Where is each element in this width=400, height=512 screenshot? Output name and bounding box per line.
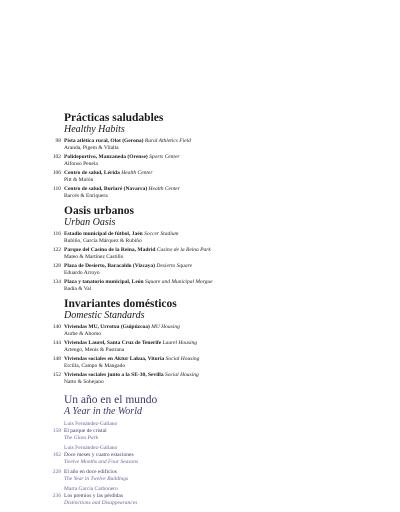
entry-authors: Alfonso Penela — [64, 161, 98, 167]
toc-entry[interactable] — [52, 340, 384, 354]
entry-authors: Mateo & Martínez Castillo — [64, 254, 124, 260]
entry-title: Centro de salud, Lérida — [64, 170, 120, 176]
entry-english: Social Housing — [165, 356, 200, 362]
toc-entry[interactable] — [55, 138, 384, 152]
toc-entry[interactable] — [52, 445, 384, 466]
entry-english: Distinctions and Disappearances — [64, 500, 138, 506]
page-number: 152 — [52, 372, 61, 378]
page-number: 116 — [52, 231, 61, 237]
toc-entry[interactable] — [52, 356, 384, 370]
toc-entry[interactable] — [52, 231, 384, 245]
page-number: 236 — [52, 493, 61, 499]
entry-english: Sports Center — [149, 154, 180, 160]
entry-author: Luis Fernández-Galiano — [64, 421, 118, 427]
entry-english: Desierto Square — [156, 263, 193, 269]
page-number: 162 — [52, 452, 61, 458]
entry-author: Marta García Carbonero — [64, 486, 118, 492]
section-urban-oasis — [52, 205, 384, 293]
entry-english: Square and Municipal Morgue — [144, 279, 213, 285]
entry-author: Luis Fernández-Galiano — [64, 445, 118, 451]
entry-title: Plaza de Desierto, Baracaldo (Vizcaya) — [64, 263, 155, 269]
entry-title: Centro de salud, Burlaré (Navarra) — [64, 186, 148, 192]
entry-authors: Artengo, Menis & Pastrana — [64, 347, 125, 353]
entry-authors: Barcés & Enriquera — [64, 193, 108, 199]
page-number: 102 — [52, 154, 61, 160]
section-domestic-standards — [52, 298, 384, 386]
toc-entry[interactable] — [52, 186, 384, 200]
entry-title: Estadio municipal de fútbol, Jaén — [64, 231, 143, 237]
section-healthy-habits — [52, 112, 384, 200]
entry-authors: Pitt & Mulón — [64, 177, 94, 183]
entry-authors: Badia & Val — [64, 286, 92, 292]
entry-authors: Aranda, Pigem & Vilalta — [64, 145, 119, 151]
entry-title: El parque de cristal — [64, 428, 107, 434]
table-of-contents — [52, 112, 384, 512]
section-subtitle: A Year in the World — [64, 406, 142, 417]
section-title: Invariantes domésticos — [64, 298, 177, 310]
toc-entry[interactable] — [52, 324, 384, 338]
section-title: Oasis urbanos — [64, 205, 134, 217]
toc-entry[interactable] — [52, 247, 384, 261]
page-number: 110 — [52, 186, 61, 192]
entry-english: Rural Athletics Field — [144, 138, 191, 144]
toc-entry[interactable] — [52, 154, 384, 168]
page-number: 158 — [52, 428, 61, 434]
toc-entry[interactable] — [52, 421, 384, 442]
page-number: 228 — [52, 469, 61, 475]
toc-entry[interactable] — [52, 279, 384, 293]
entry-title: Los premios y las pérdidas — [64, 493, 123, 499]
entry-english: MU Housing — [151, 324, 180, 330]
toc-entry[interactable] — [52, 263, 384, 277]
page-number: 140 — [52, 324, 61, 330]
section-title: Prácticas saludables — [64, 112, 164, 124]
entry-title: Pista atlética rural, Olot (Gerona) — [64, 138, 144, 144]
page-number: 122 — [52, 247, 61, 253]
entry-authors: Aurbe & Abomo — [64, 331, 101, 337]
entry-title: El año en doce edificios — [64, 469, 117, 475]
entry-english: Twelve Months and Four Seasons — [64, 459, 139, 465]
entry-title: Polideportivo, Manzaneda (Orense) — [64, 154, 148, 160]
toc-entry[interactable] — [52, 170, 384, 184]
section-title: Un año en el mundo — [64, 394, 158, 406]
entry-english: Laurel Housing — [162, 340, 198, 346]
entry-english: The Year in Twelve Buildings — [64, 476, 129, 482]
entry-title: Viviendas MU, Urrotxu (Guipúzcoa) — [64, 324, 150, 330]
entry-authors: Natto & Sobejano — [64, 379, 104, 385]
entry-english: Soccer Stadium — [144, 231, 179, 237]
toc-entry[interactable] — [52, 372, 384, 386]
section-year-in-the-world — [52, 394, 384, 507]
page-number: 148 — [52, 356, 61, 362]
entry-english: Health Center — [121, 170, 153, 176]
page-number: 98 — [55, 138, 61, 144]
entry-english: Casino de la Reina Park — [156, 247, 211, 253]
entry-authors: Rubiño, García Márquez & Rubiño — [64, 238, 142, 244]
page-number: 144 — [52, 340, 61, 346]
entry-title: Viviendas Laurel, Santa Cruz de Tenerife — [64, 340, 162, 346]
entry-english: Health Center — [148, 186, 180, 192]
entry-title: Doce meses y cuatro estaciones — [64, 452, 134, 458]
entry-authors: Eduardo Arroyo — [64, 270, 100, 276]
entry-title: Parque del Casino de la Reina, Madrid — [64, 247, 156, 253]
entry-english: Social Housing — [164, 372, 199, 378]
toc-entry[interactable] — [52, 486, 384, 507]
toc-entry[interactable] — [52, 469, 384, 483]
entry-title: Viviendas sociales junto a la SE-30, Sevilla — [64, 372, 164, 378]
entry-authors: Ercilla, Campo & Mangado — [64, 363, 126, 369]
entry-english: The Glass Park — [64, 435, 99, 441]
page-number: 134 — [52, 279, 61, 285]
entry-title: Viviendas sociales en Aktur Lakua, Vitoria — [64, 356, 165, 362]
section-subtitle: Urban Oasis — [64, 217, 116, 228]
section-subtitle: Healthy Habits — [64, 124, 125, 135]
entry-title: Plaza y tanatorio municipal, León — [64, 279, 144, 285]
section-subtitle: Domestic Standards — [64, 310, 145, 321]
page-number: 106 — [52, 170, 61, 176]
page-number: 128 — [52, 263, 61, 269]
